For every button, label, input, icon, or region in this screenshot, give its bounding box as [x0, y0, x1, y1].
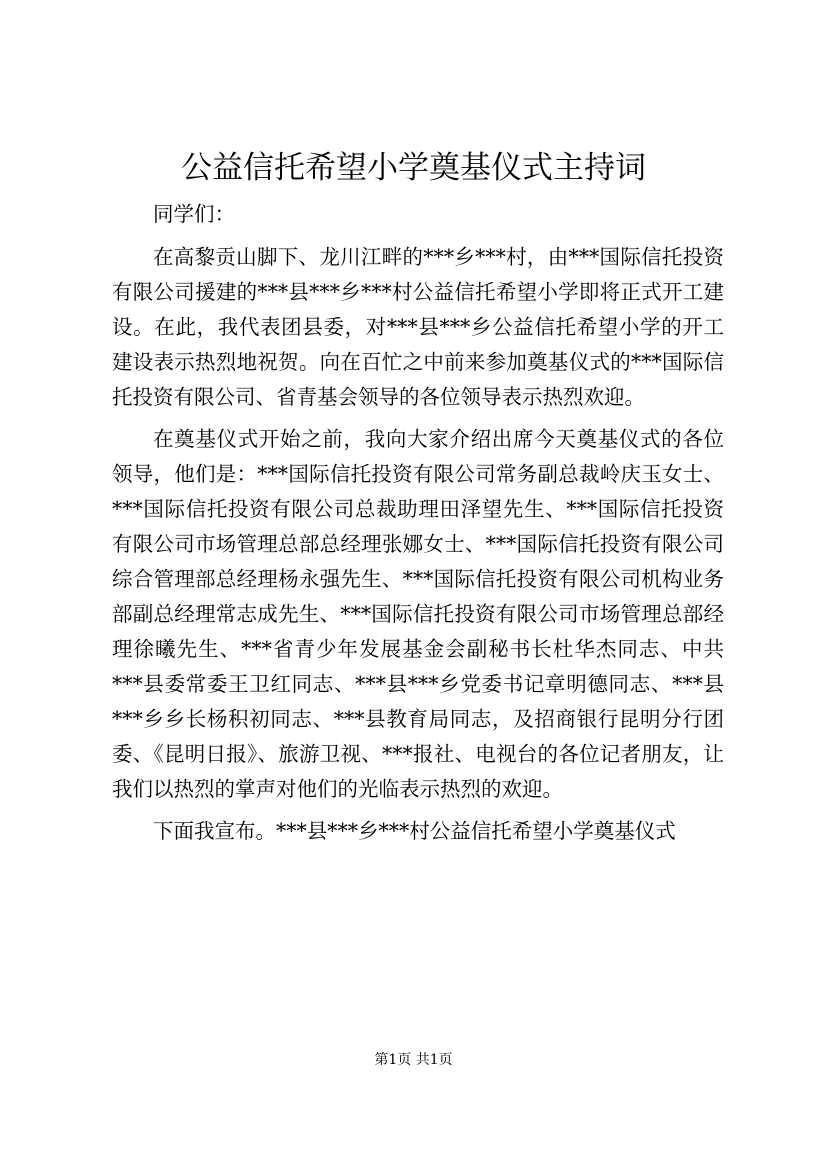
page-footer: 第1页 共1页	[374, 1052, 453, 1068]
paragraph: 下面我宣布。***县***乡***村公益信托希望小学奠基仪式	[153, 819, 676, 843]
document-title: 公益信托希望小学奠基仪式主持词	[181, 150, 646, 186]
paragraph: 在高黎贡山脚下、龙川江畔的***乡***村，由***国际信托投资有限公司援建的***县***乡***村公益信托希望小学即将正式开工建设。在此，我代表团县委，对***县***乡公益信托希望小学的开工建设表示热烈地祝贺。向在百忙之中前来参加奠基仪式的***国际信托投资有限公司、省青基会领导的各位领导表示热烈欢迎。	[112, 245, 724, 409]
salutation: 同学们：	[153, 202, 235, 226]
paragraph: 在奠基仪式开始之前，我向大家介绍出席今天奠基仪式的各位领导，他们是：***国际信托投资有限公司常务副总裁岭庆玉女士、***国际信托投资有限公司总裁助理田泽望先生、***国际信托投资有限公司市场管理总部总经理张娜女士、***国际信托投资有限公司综合管理部总经理杨永强先生、***国际信托投资有限公司机构业务部副总经理常志成先生、***国际信托投资有限公司市场管理总部经理徐曦先生、***省青少年发展基金会副秘书长杜华杰同志、中共***县委常委王卫红同志、***县***乡党委书记章明德同志、***县***乡乡长杨积初同志、***县教育局同志，及招商银行昆明分行团委、《昆明日报》、旅游卫视、***报社、电视台的各位记者朋友，让我们以热烈的掌声对他们的光临表示热烈的欢迎。	[112, 427, 724, 801]
document-body	[112, 197, 724, 849]
